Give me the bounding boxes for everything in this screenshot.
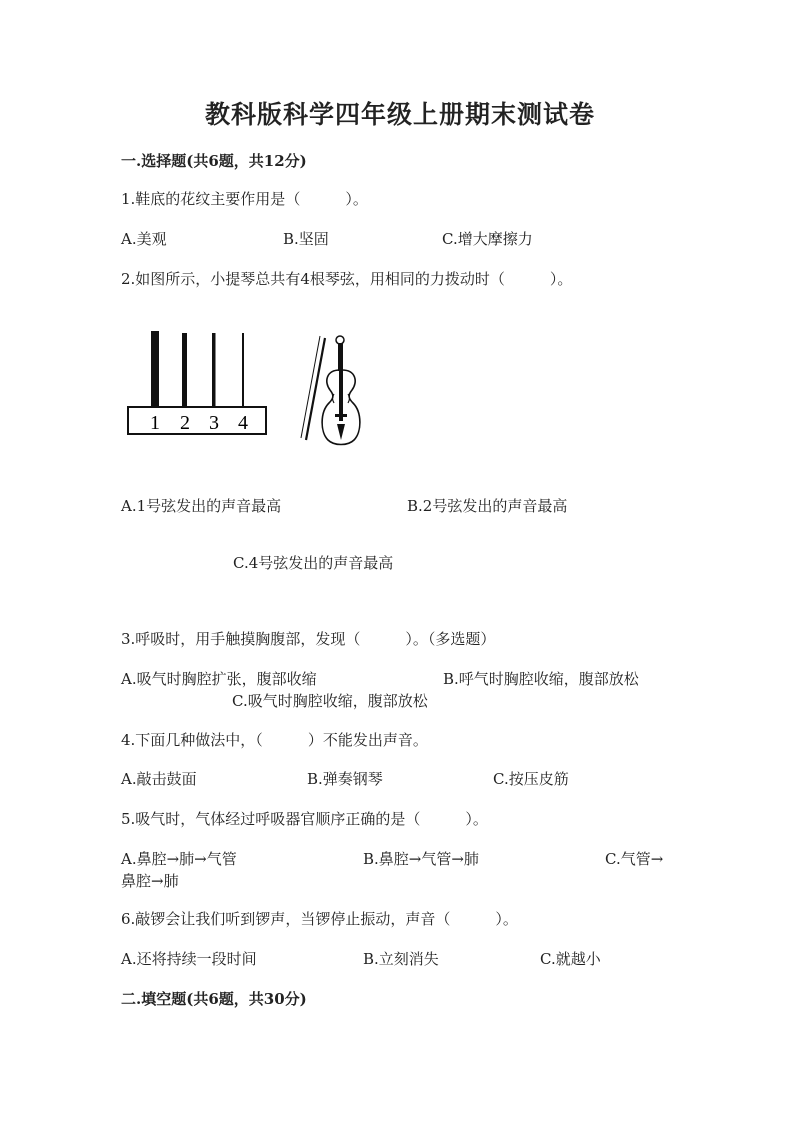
section-heading-choice: 一.选择题(共6题，共12分) bbox=[121, 152, 307, 170]
question-3-option-a[interactable]: A.吸气时胸腔扩张，腹部收缩 bbox=[121, 670, 317, 688]
question-5-option-c[interactable]: C.气管→ bbox=[605, 850, 664, 868]
violin-fingerboard bbox=[339, 371, 343, 421]
question-4-option-c[interactable]: C.按压皮筋 bbox=[493, 770, 569, 788]
question-2-option-c[interactable]: C.4号弦发出的声音最高 bbox=[233, 554, 394, 572]
question-1-option-a[interactable]: A.美观 bbox=[121, 230, 167, 248]
question-5-stem: 5.吸气时，气体经过呼吸器官顺序正确的是（ ）。 bbox=[121, 810, 488, 828]
string-label-4: 4 bbox=[238, 412, 248, 434]
violin-bridge bbox=[335, 414, 347, 417]
question-1-option-b[interactable]: B.坚固 bbox=[283, 230, 329, 248]
question-4-option-b[interactable]: B.弹奏钢琴 bbox=[307, 770, 383, 788]
string-2 bbox=[182, 333, 187, 407]
question-5-option-c-continued[interactable]: 鼻腔→肺 bbox=[121, 872, 179, 890]
violin-scroll bbox=[336, 336, 344, 344]
violin-tailpiece bbox=[337, 424, 345, 440]
string-4 bbox=[242, 333, 244, 407]
question-2-option-a[interactable]: A.1号弦发出的声音最高 bbox=[121, 497, 282, 515]
string-board-figure bbox=[125, 325, 275, 440]
question-6-option-a[interactable]: A.还将持续一段时间 bbox=[121, 950, 257, 968]
question-1-stem: 1.鞋底的花纹主要作用是（ ）。 bbox=[121, 190, 368, 208]
question-5-option-b[interactable]: B.鼻腔→气管→肺 bbox=[363, 850, 479, 868]
question-4-option-a[interactable]: A.敲击鼓面 bbox=[121, 770, 197, 788]
violin-f-hole-left bbox=[333, 394, 335, 403]
violin-f-hole-right bbox=[348, 394, 350, 403]
question-3-option-c[interactable]: C.吸气时胸腔收缩，腹部放松 bbox=[232, 692, 428, 710]
question-6-option-b[interactable]: B.立刻消失 bbox=[363, 950, 439, 968]
question-5-option-a[interactable]: A.鼻腔→肺→气管 bbox=[121, 850, 237, 868]
string-1 bbox=[151, 331, 159, 407]
question-6-option-c[interactable]: C.就越小 bbox=[540, 950, 601, 968]
question-3-option-b[interactable]: B.呼气时胸腔收缩，腹部放松 bbox=[443, 670, 639, 688]
violin-figure bbox=[298, 332, 373, 450]
section-heading-fill-blank: 二.填空题(共6题，共30分) bbox=[121, 990, 307, 1008]
string-label-2: 2 bbox=[180, 412, 190, 434]
string-label-3: 3 bbox=[209, 412, 219, 434]
question-2-stem: 2.如图所示，小提琴总共有4根琴弦，用相同的力拨动时（ ）。 bbox=[121, 270, 573, 288]
page-title: 教科版科学四年级上册期末测试卷 bbox=[204, 100, 595, 129]
question-6-stem: 6.敲锣会让我们听到锣声，当锣停止振动，声音（ ）。 bbox=[121, 910, 518, 928]
violin-neck bbox=[338, 343, 343, 371]
question-1-option-c[interactable]: C.增大摩擦力 bbox=[442, 230, 533, 248]
question-2-option-b[interactable]: B.2号弦发出的声音最高 bbox=[407, 497, 568, 515]
violin-bow-hair bbox=[301, 336, 320, 438]
string-label-1: 1 bbox=[150, 412, 160, 434]
question-4-stem: 4.下面几种做法中，（ ）不能发出声音。 bbox=[121, 731, 428, 749]
string-3 bbox=[212, 333, 216, 407]
question-3-stem: 3.呼吸时，用手触摸胸腹部，发现（ ）。（多选题） bbox=[121, 630, 496, 648]
